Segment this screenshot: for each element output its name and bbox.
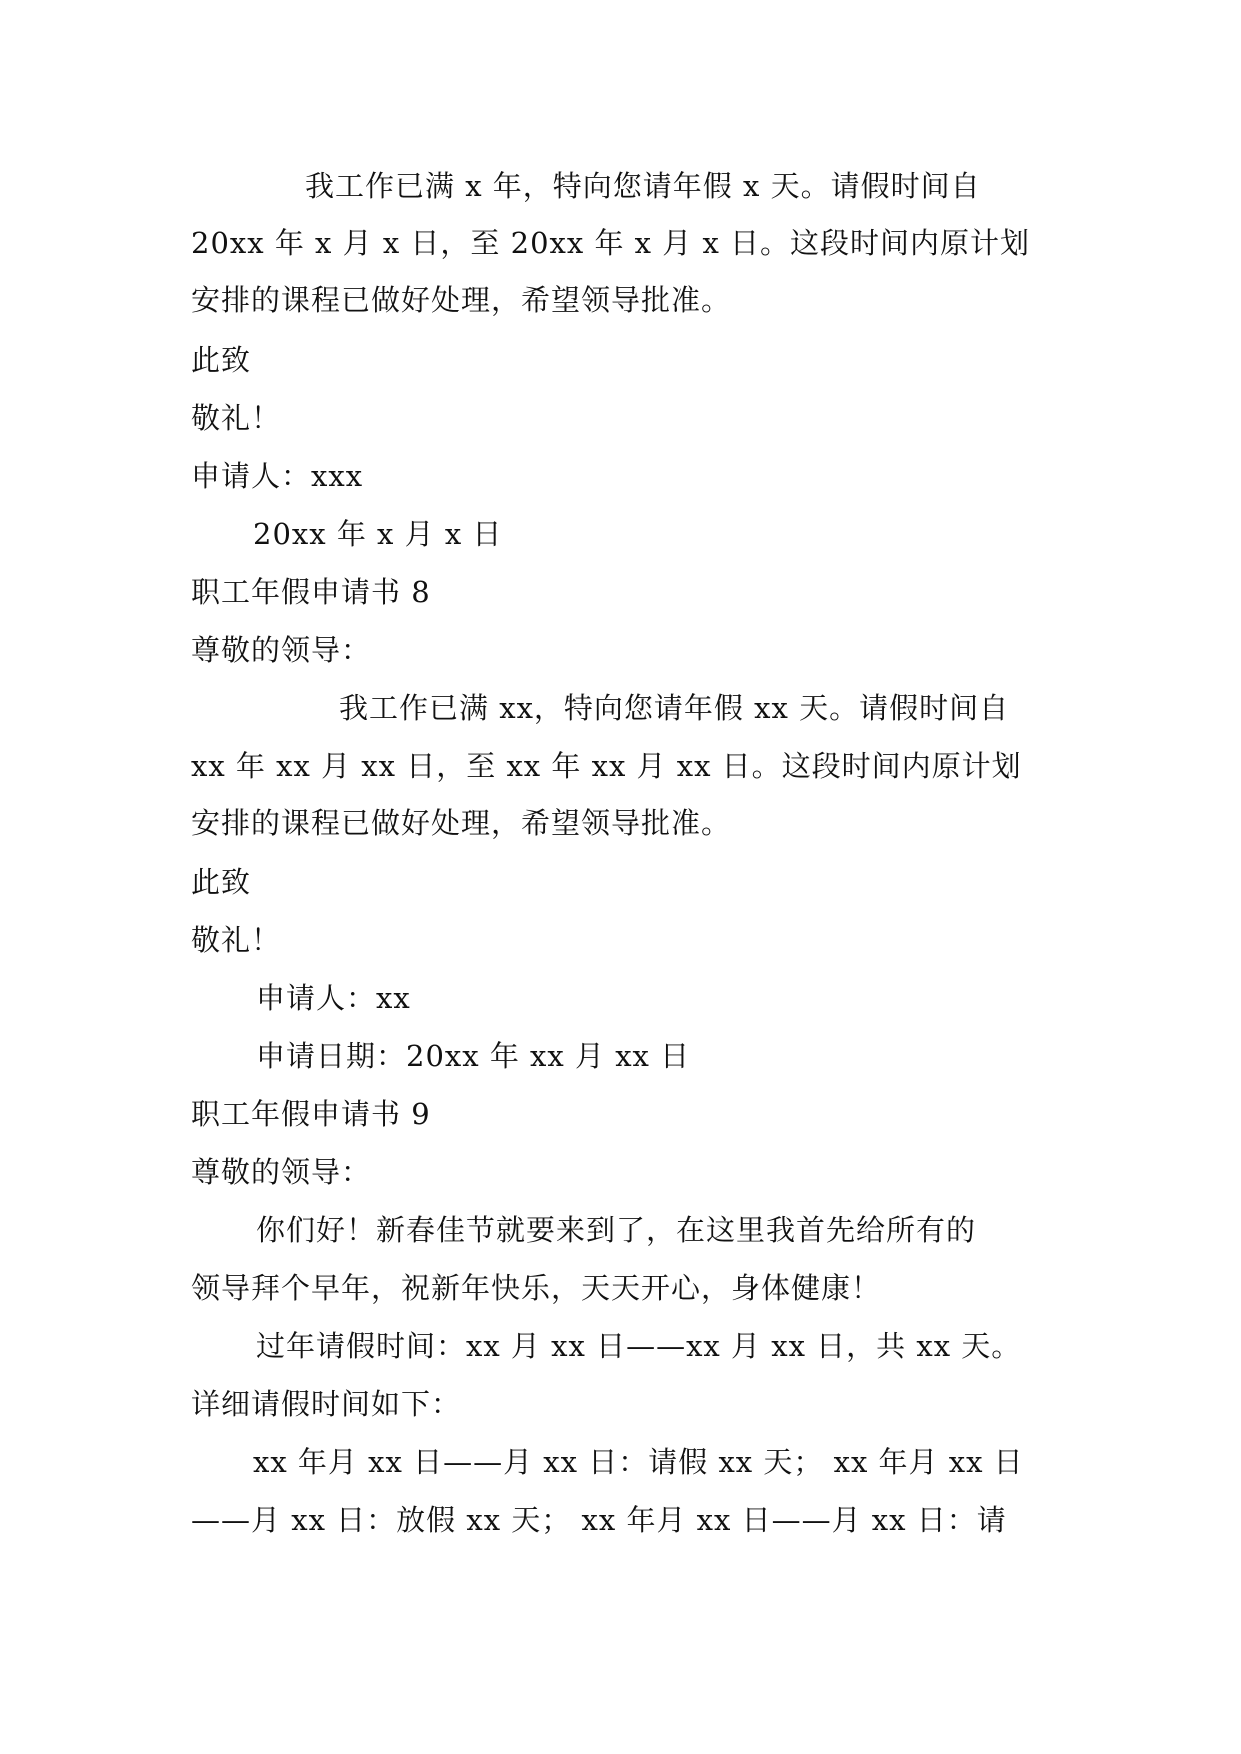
applicant-line: 申请人：xxx xyxy=(191,459,364,493)
closing-line: 此致 xyxy=(191,865,252,899)
applicant-line: 申请人：xx xyxy=(256,981,411,1015)
closing-line: 敬礼！ xyxy=(191,923,282,957)
date-line: 申请日期：20xx 年 xx 月 xx 日 xyxy=(256,1039,691,1073)
paragraph-line: 安排的课程已做好处理，希望领导批准。 xyxy=(191,806,732,840)
date-line: 20xx 年 x 月 x 日 xyxy=(253,517,503,551)
paragraph-line: xx 年月 xx 日——月 xx 日：请假 xx 天； xx 年月 xx 日 xyxy=(253,1445,1024,1479)
section-title: 职工年假申请书 9 xyxy=(191,1097,431,1131)
salutation: 尊敬的领导： xyxy=(191,1155,372,1189)
salutation: 尊敬的领导： xyxy=(191,633,372,667)
paragraph-line: 20xx 年 x 月 x 日，至 20xx 年 x 月 x 日。这段时间内原计划 xyxy=(191,226,1031,260)
paragraph-line: 你们好！新春佳节就要来到了，在这里我首先给所有的 xyxy=(256,1213,977,1247)
section-title: 职工年假申请书 8 xyxy=(191,575,431,609)
closing-line: 敬礼！ xyxy=(191,401,282,435)
paragraph-line: 详细请假时间如下： xyxy=(191,1387,462,1421)
paragraph-line: ——月 xx 日：放假 xx 天； xx 年月 xx 日——月 xx 日：请 xyxy=(191,1503,1007,1537)
paragraph-line: 我工作已满 x 年，特向您请年假 x 天。请假时间自 xyxy=(305,169,981,203)
paragraph-line: 我工作已满 xx，特向您请年假 xx 天。请假时间自 xyxy=(339,691,1010,725)
paragraph-line: xx 年 xx 月 xx 日，至 xx 年 xx 月 xx 日。这段时间内原计划 xyxy=(191,749,1022,783)
paragraph-line: 过年请假时间：xx 月 xx 日——xx 月 xx 日，共 xx 天。 xyxy=(256,1329,1022,1363)
paragraph-line: 领导拜个早年，祝新年快乐，天天开心，身体健康！ xyxy=(191,1271,882,1305)
closing-line: 此致 xyxy=(191,343,252,377)
paragraph-line: 安排的课程已做好处理，希望领导批准。 xyxy=(191,283,732,317)
